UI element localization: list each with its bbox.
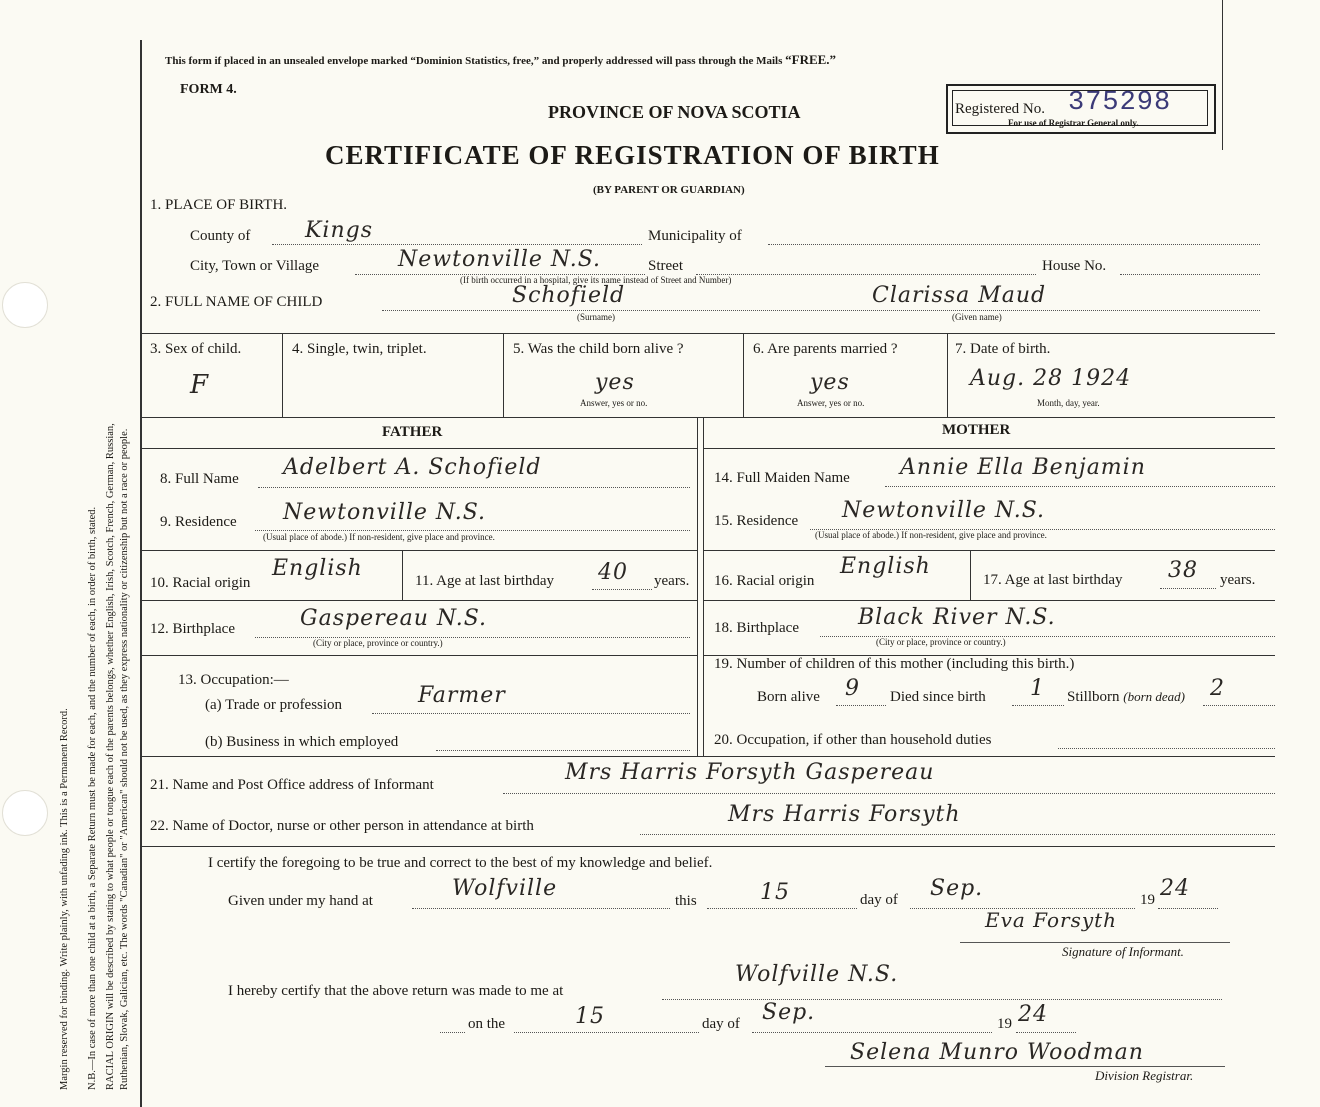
sex-value: F [190,370,210,400]
date-of-birth-value: Aug. 28 1924 [970,366,1132,391]
informant-signature-label: Signature of Informant. [1062,944,1184,959]
on-the-label: on the [468,1016,506,1032]
margin-racial-note-2: Ruthenian, Slovak, Galician, etc. The words "Canadian" or "American" should not be used, as they express nationality or citizenship but not a race or people. [119,428,130,1090]
mother-racial-label: 16. Racial origin [714,573,815,589]
return-year-prefix: 19 [997,1016,1012,1032]
return-year: 24 [1018,1002,1048,1027]
province-heading: PROVINCE OF NOVA SCOTIA [548,102,801,122]
hospital-note: (If birth occurred in a hospital, give its name instead of Street and Number) [460,275,732,285]
single-twin-label: 4. Single, twin, triplet. [292,341,427,357]
given-place: Wolfville [452,876,558,901]
father-name-label: 8. Full Name [160,471,239,487]
binding-hole-top [2,282,48,328]
mother-birthplace: Black River N.S. [858,605,1056,630]
document-title: CERTIFICATE OF REGISTRATION OF BIRTH [325,140,940,170]
father-heading: FATHER [382,424,443,440]
died-label: Died since birth [890,689,986,705]
county-label: County of [190,228,251,244]
margin-binding-note: Margin reserved for binding. Write plainly, with unfading ink. This is a Permanent Record. [59,708,70,1090]
business-label: (b) Business in which employed [205,734,399,750]
place-of-birth-label: 1. PLACE OF BIRTH. [150,197,288,213]
stillborn-count: 2 [1210,676,1225,701]
city-value: Newtonville N.S. [398,247,602,272]
return-day: 15 [575,1004,605,1029]
form-number: FORM 4. [180,82,237,97]
city-label: City, Town or Village [190,258,320,274]
mother-age-label: 17. Age at last birthday [983,572,1123,588]
born-alive-note: Answer, yes or no. [580,398,648,408]
father-abode-note: (Usual place of abode.) If non-resident, give place and province. [263,532,495,542]
doctor-value: Mrs Harris Forsyth [728,802,961,827]
given-day-of: day of [860,892,898,908]
county-value: Kings [305,218,374,243]
registered-label: Registered No. [955,101,1045,117]
born-alive-value: yes [595,370,635,395]
informant-label: 21. Name and Post Office address of Informant [150,777,434,793]
child-name-label: 2. FULL NAME OF CHILD [150,294,323,310]
form-left-border [140,40,142,1107]
street-label: Street [648,258,683,274]
father-trade: Farmer [418,683,506,708]
father-birthplace-note: (City or place, province or country.) [313,638,443,648]
given-year: 24 [1160,876,1190,901]
child-surname: Schofield [512,283,626,308]
born-alive-count: 9 [845,676,860,701]
municipality-label: Municipality of [648,228,742,244]
registrar-signature: Selena Munro Woodman [850,1040,1144,1065]
registered-number: 375298 [1068,88,1172,118]
died-count: 1 [1030,676,1045,701]
mother-heading: MOTHER [942,422,1011,438]
father-racial-label: 10. Racial origin [150,575,251,591]
registrar-label: Division Registrar. [1095,1068,1194,1083]
father-birthplace-label: 12. Birthplace [150,621,235,637]
this-label: this [675,893,697,909]
doctor-label: 22. Name of Doctor, nurse or other person in attendance at birth [150,818,534,834]
mother-age: 38 [1168,558,1198,583]
margin-racial-note-1: RACIAL ORIGIN will be described by stating to what people or tongue each of the parents belongs, whether English, Irish, Scotch, French, German, Russian, [105,423,116,1090]
certify-text: I certify the foregoing to be true and correct to the best of my knowledge and belief. [208,855,713,871]
surname-note: (Surname) [577,312,615,322]
return-place: Wolfville N.S. [735,962,899,987]
mother-maiden-name: Annie Ella Benjamin [900,455,1146,480]
mother-abode-note: (Usual place of abode.) If non-resident, give place and province. [815,530,1047,540]
children-count-label: 19. Number of children of this mother (including this birth.) [714,656,1075,672]
return-day-of: day of [702,1016,740,1032]
father-racial: English [272,556,363,581]
mother-residence-label: 15. Residence [714,513,799,529]
binding-hole-bottom [2,790,48,836]
born-alive-count-label: Born alive [757,689,820,705]
married-value: yes [810,370,850,395]
date-of-birth-note: Month, day, year. [1037,398,1100,408]
father-years: years. [654,573,690,589]
trade-label: (a) Trade or profession [205,697,343,713]
sex-label: 3. Sex of child. [150,341,242,357]
father-age-label: 11. Age at last birthday [415,573,554,589]
mailing-notice: This form if placed in an unsealed envelope marked “Dominion Statistics, free,” and properly addressed will pass through the Mails “FREE.” [165,52,837,67]
given-day: 15 [760,880,790,905]
mother-years: years. [1220,572,1256,588]
father-age: 40 [598,560,628,585]
return-month: Sep. [762,1000,816,1025]
father-occupation-label: 13. Occupation:— [178,672,289,688]
informant-signature: Eva Forsyth [985,908,1118,932]
mother-birthplace-note: (City or place, province or country.) [876,637,1006,647]
father-residence-label: 9. Residence [160,514,237,530]
document-subtitle: (BY PARENT OR GUARDIAN) [593,184,745,196]
mother-residence: Newtonville N.S. [842,498,1046,523]
mother-occupation-label: 20. Occupation, if other than household duties [714,732,992,748]
married-label: 6. Are parents married ? [753,341,898,357]
born-alive-label: 5. Was the child born alive ? [513,341,684,357]
given-month: Sep. [930,876,984,901]
father-residence: Newtonville N.S. [283,500,487,525]
father-name: Adelbert A. Schofield [283,455,542,480]
date-of-birth-label: 7. Date of birth. [955,341,1051,357]
informant-value: Mrs Harris Forsyth Gaspereau [565,760,935,785]
stillborn-label: Stillborn (born dead) [1067,689,1186,705]
house-label: House No. [1042,258,1107,274]
mother-birthplace-label: 18. Birthplace [714,620,799,636]
given-year-prefix: 19 [1140,892,1155,908]
margin-nb-note: N.B.—In case of more than one child at a birth, a Separate Return must be made for each, and the number of each, in order of birth, stated. [87,506,98,1090]
mother-name-label: 14. Full Maiden Name [714,470,850,486]
registrar-note: For use of Registrar General only. [1008,118,1139,128]
mother-racial: English [840,554,931,579]
right-edge-mark [1222,0,1223,150]
given-under-label: Given under my hand at [228,893,373,909]
father-birthplace: Gaspereau N.S. [300,606,488,631]
return-text: I hereby certify that the above return was made to me at [228,983,564,999]
given-name-note: (Given name) [952,312,1002,322]
child-given-name: Clarissa Maud [872,283,1047,308]
married-note: Answer, yes or no. [797,398,865,408]
